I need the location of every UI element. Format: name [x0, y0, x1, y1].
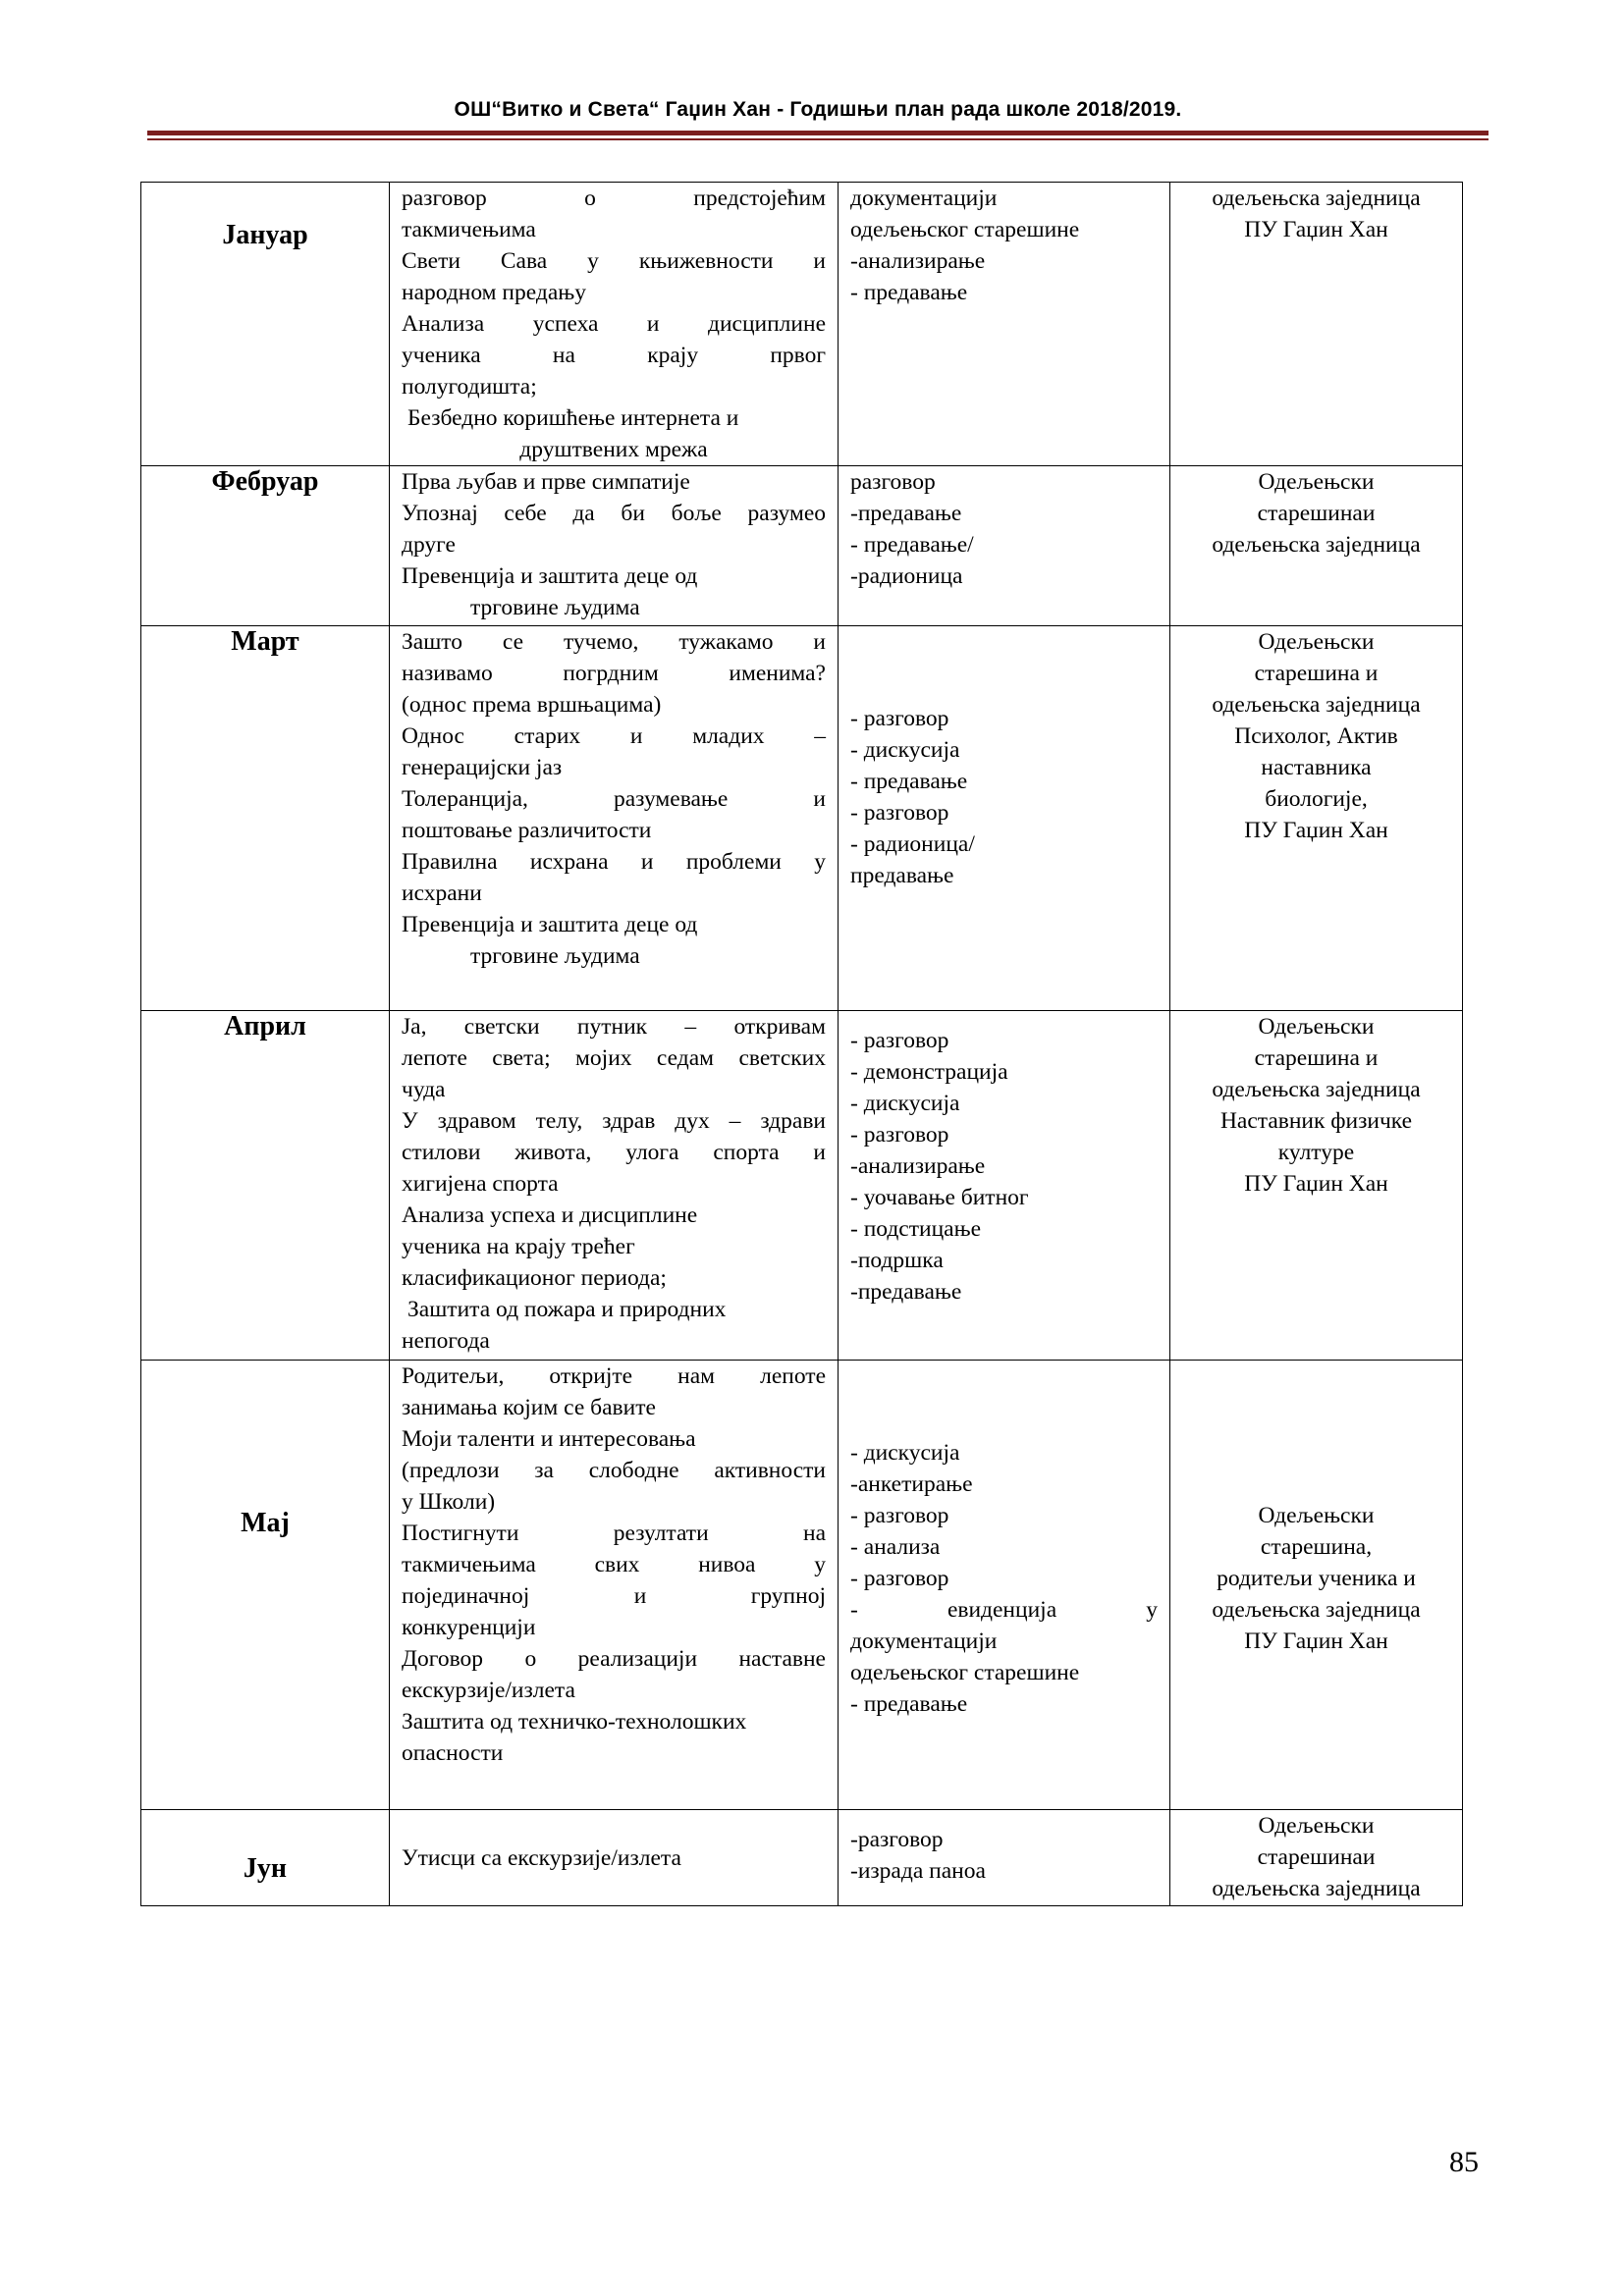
responsible-line: одељењска заједница: [1212, 186, 1421, 211]
topic-line: Прва љубав и прве симпатије: [402, 469, 690, 495]
method-line: - предавање: [850, 769, 968, 794]
topic-line: Однос старих и младих –: [402, 723, 826, 749]
method-line: - уочавање битног: [850, 1185, 1029, 1210]
topic-line: У здравом телу, здрав дух – здрави: [402, 1108, 826, 1134]
methods-cell: [839, 183, 1170, 466]
topic-line: (однос према вршњацима): [402, 692, 662, 718]
responsible-line: старешина,: [1260, 1534, 1373, 1560]
topic-line: Заштита од пожара и природних: [407, 1297, 727, 1322]
topics-cell: [390, 1361, 839, 1810]
method-line: - разговор: [850, 800, 949, 826]
topic-line: ученика на крају првог: [402, 343, 826, 368]
methods-cell: [839, 1011, 1170, 1361]
method-line: - разговор: [850, 1566, 949, 1591]
method-line: -радионица: [850, 563, 963, 589]
topic-line: Анализа успеха и дисциплине: [402, 1202, 698, 1228]
topic-line: лепоте света; мојих седам светских: [402, 1045, 826, 1071]
table-row-maj: [141, 1361, 1463, 1810]
responsible-line: ПУ Гаџин Хан: [1244, 818, 1388, 843]
topic-line: Превенција и заштита деце од: [402, 563, 698, 589]
topics-cell: [390, 1011, 839, 1361]
responsible-line: одељењска заједница: [1212, 532, 1421, 558]
topic-line: Моји таленти и интересовања: [402, 1426, 696, 1452]
topic-line: разговор о предстојећим: [402, 186, 826, 211]
topic-line: стилови живота, улога спорта и: [402, 1140, 826, 1165]
method-line: -предавање: [850, 501, 962, 526]
methods-cell: [839, 466, 1170, 626]
topic-line: генерацијски јаз: [402, 755, 563, 780]
topic-line: чуда: [402, 1077, 446, 1102]
responsible-line: одељењска заједница: [1212, 1077, 1421, 1102]
topic-line: занимања којим се бавите: [402, 1395, 656, 1420]
responsible-line: културе: [1277, 1140, 1355, 1165]
topic-line: Заштита од техничко-технолошких: [402, 1709, 747, 1735]
method-line: -подршка: [850, 1248, 944, 1273]
responsible-cell: [1170, 183, 1463, 466]
responsible-cell: [1170, 1361, 1463, 1810]
responsible-line: ПУ Гаџин Хан: [1244, 1171, 1388, 1197]
responsible-line: ПУ Гаџин Хан: [1244, 1629, 1388, 1654]
topic-line: непогода: [402, 1328, 490, 1354]
topic-line: друге: [402, 532, 456, 558]
topic-line: такмичењима свих нивоа у: [402, 1552, 826, 1577]
method-line: - евиденција у: [850, 1597, 1158, 1623]
topic-line: Родитељи, откријте нам лепоте: [402, 1363, 826, 1389]
method-line: одељењског старешине: [850, 1660, 1080, 1685]
table-row-mart: [141, 626, 1463, 1011]
month-cell: [141, 183, 390, 466]
topic-line: трговине људима: [470, 943, 640, 969]
responsible-line: Наставник физичке: [1219, 1108, 1413, 1134]
method-line: -разговор: [850, 1827, 944, 1852]
method-line: - разговор: [850, 1122, 949, 1148]
month-label: Мај: [241, 1508, 290, 1538]
method-line: одељењског старешине: [850, 217, 1080, 242]
topic-line: ученика на крају трећег: [402, 1234, 635, 1259]
responsible-line: одељењска заједница: [1212, 692, 1421, 718]
method-line: - разговор: [850, 1028, 949, 1053]
topic-line: исхрани: [402, 881, 482, 906]
responsible-cell: [1170, 466, 1463, 626]
month-cell: [141, 1810, 390, 1906]
responsible-line: одељењска заједница: [1212, 1876, 1421, 1901]
method-line: - предавање/: [850, 532, 974, 558]
topics-cell: [390, 183, 839, 466]
topic-line: Свети Сава у књижевности и: [402, 248, 826, 274]
method-line: -израда паноа: [850, 1858, 986, 1884]
topic-line: Правилна исхрана и проблеми у: [402, 849, 826, 875]
method-line: документацији: [850, 186, 998, 211]
method-line: - дискусија: [850, 1440, 960, 1466]
topic-line: конкуренцији: [402, 1615, 536, 1640]
topic-line: Упознај себе да би боље разумео: [402, 501, 826, 526]
plan-table: [140, 182, 1463, 1906]
method-line: документацији: [850, 1629, 998, 1654]
method-line: - демонстрација: [850, 1059, 1008, 1085]
method-line: - предавање: [850, 1691, 968, 1717]
methods-cell: [839, 1361, 1170, 1810]
month-cell: [141, 466, 390, 626]
responsible-line: Психолог, Актив: [1234, 723, 1398, 749]
responsible-line: старешина и: [1254, 1045, 1379, 1071]
methods-cell: [839, 1810, 1170, 1906]
topic-line: појединачној и групној: [402, 1583, 826, 1609]
responsible-line: одељењска заједница: [1212, 1597, 1421, 1623]
responsible-line: старешинаи: [1257, 501, 1376, 526]
responsible-line: старешинаи: [1257, 1844, 1376, 1870]
topic-line: такмичењима: [402, 217, 536, 242]
page-number: 85: [1449, 2146, 1479, 2178]
method-line: -анкетирање: [850, 1471, 973, 1497]
responsible-cell: [1170, 626, 1463, 1011]
topic-line: Договор о реализацији наставне: [402, 1646, 826, 1672]
method-line: - анализа: [850, 1534, 941, 1560]
topics-cell: [390, 1810, 839, 1906]
responsible-line: Одељењски: [1258, 1813, 1375, 1839]
topic-line: називамо погрдним именима?: [402, 661, 826, 686]
responsible-line: Одељењски: [1258, 629, 1375, 655]
responsible-line: Одељењски: [1258, 1503, 1375, 1528]
topic-line: Утисци са екскурзије/излета: [402, 1844, 681, 1871]
topic-line: друштвених мрежа: [519, 437, 708, 462]
method-line: - предавање: [850, 280, 968, 305]
responsible-line: ПУ Гаџин Хан: [1244, 217, 1388, 242]
page-header-title: ОШ“Витко и Света“ Гаџин Хан - Годишњи план рада школе 2018/2019.: [454, 98, 1182, 121]
topic-line: поштовање различитости: [402, 818, 652, 843]
responsible-line: Одељењски: [1258, 469, 1375, 495]
topic-line: трговине људима: [470, 595, 640, 620]
topic-line: Толеранција, разумевање и: [402, 786, 826, 812]
method-line: -анализирање: [850, 248, 986, 274]
responsible-line: биологије,: [1265, 786, 1368, 812]
method-line: разговор: [850, 469, 936, 495]
topic-line: полугодишта;: [402, 374, 537, 400]
topic-line: у Школи): [402, 1489, 496, 1515]
method-line: - разговор: [850, 706, 949, 731]
header-divider-thick: [147, 131, 1489, 135]
month-cell: [141, 1361, 390, 1810]
method-line: - радионица/: [850, 831, 975, 857]
month-label: Јун: [243, 1853, 288, 1884]
topic-line: Постигнути резултати на: [402, 1521, 826, 1546]
method-line: -предавање: [850, 1279, 962, 1305]
topic-line: опасности: [402, 1740, 504, 1766]
methods-cell: [839, 626, 1170, 1011]
topic-line: екскурзије/излета: [402, 1678, 575, 1703]
responsible-cell: [1170, 1011, 1463, 1361]
month-cell: [141, 626, 390, 1011]
topics-cell: [390, 466, 839, 626]
method-line: предавање: [850, 863, 954, 888]
table-row-april: [141, 1011, 1463, 1361]
responsible-cell: [1170, 1810, 1463, 1906]
topic-line: Зашто се тучемо, тужакамо и: [402, 629, 826, 655]
responsible-line: старешина и: [1254, 661, 1379, 686]
header-divider-thin: [147, 138, 1489, 140]
method-line: -анализирање: [850, 1153, 986, 1179]
method-line: - подстицање: [850, 1216, 982, 1242]
month-label: Април: [224, 1011, 306, 1041]
table-row-februar: [141, 466, 1463, 626]
month-label: Фебруар: [211, 466, 319, 497]
topic-line: класификационог периода;: [402, 1265, 667, 1291]
month-label: Март: [231, 626, 299, 657]
table-row-januar: [141, 183, 1463, 466]
topic-line: Анализа успеха и дисциплине: [402, 311, 826, 337]
month-cell: [141, 1011, 390, 1361]
topic-line: народном предању: [402, 280, 586, 305]
table-row-jun: [141, 1810, 1463, 1906]
topic-line: хигијена спорта: [402, 1171, 559, 1197]
topic-line: Ја, светски путник – откривам: [402, 1014, 826, 1040]
topic-line: (предлози за слободне активности: [402, 1458, 826, 1483]
topic-line: Безбедно коришћење интернета и: [407, 405, 739, 431]
responsible-line: наставника: [1261, 755, 1372, 780]
method-line: - дискусија: [850, 1091, 960, 1116]
topics-cell: [390, 626, 839, 1011]
topic-line: Превенција и заштита деце од: [402, 912, 698, 937]
method-line: - дискусија: [850, 737, 960, 763]
responsible-line: Одељењски: [1258, 1014, 1375, 1040]
month-label: Јануар: [222, 220, 308, 250]
responsible-line: родитељи ученика и: [1217, 1566, 1416, 1591]
method-line: - разговор: [850, 1503, 949, 1528]
